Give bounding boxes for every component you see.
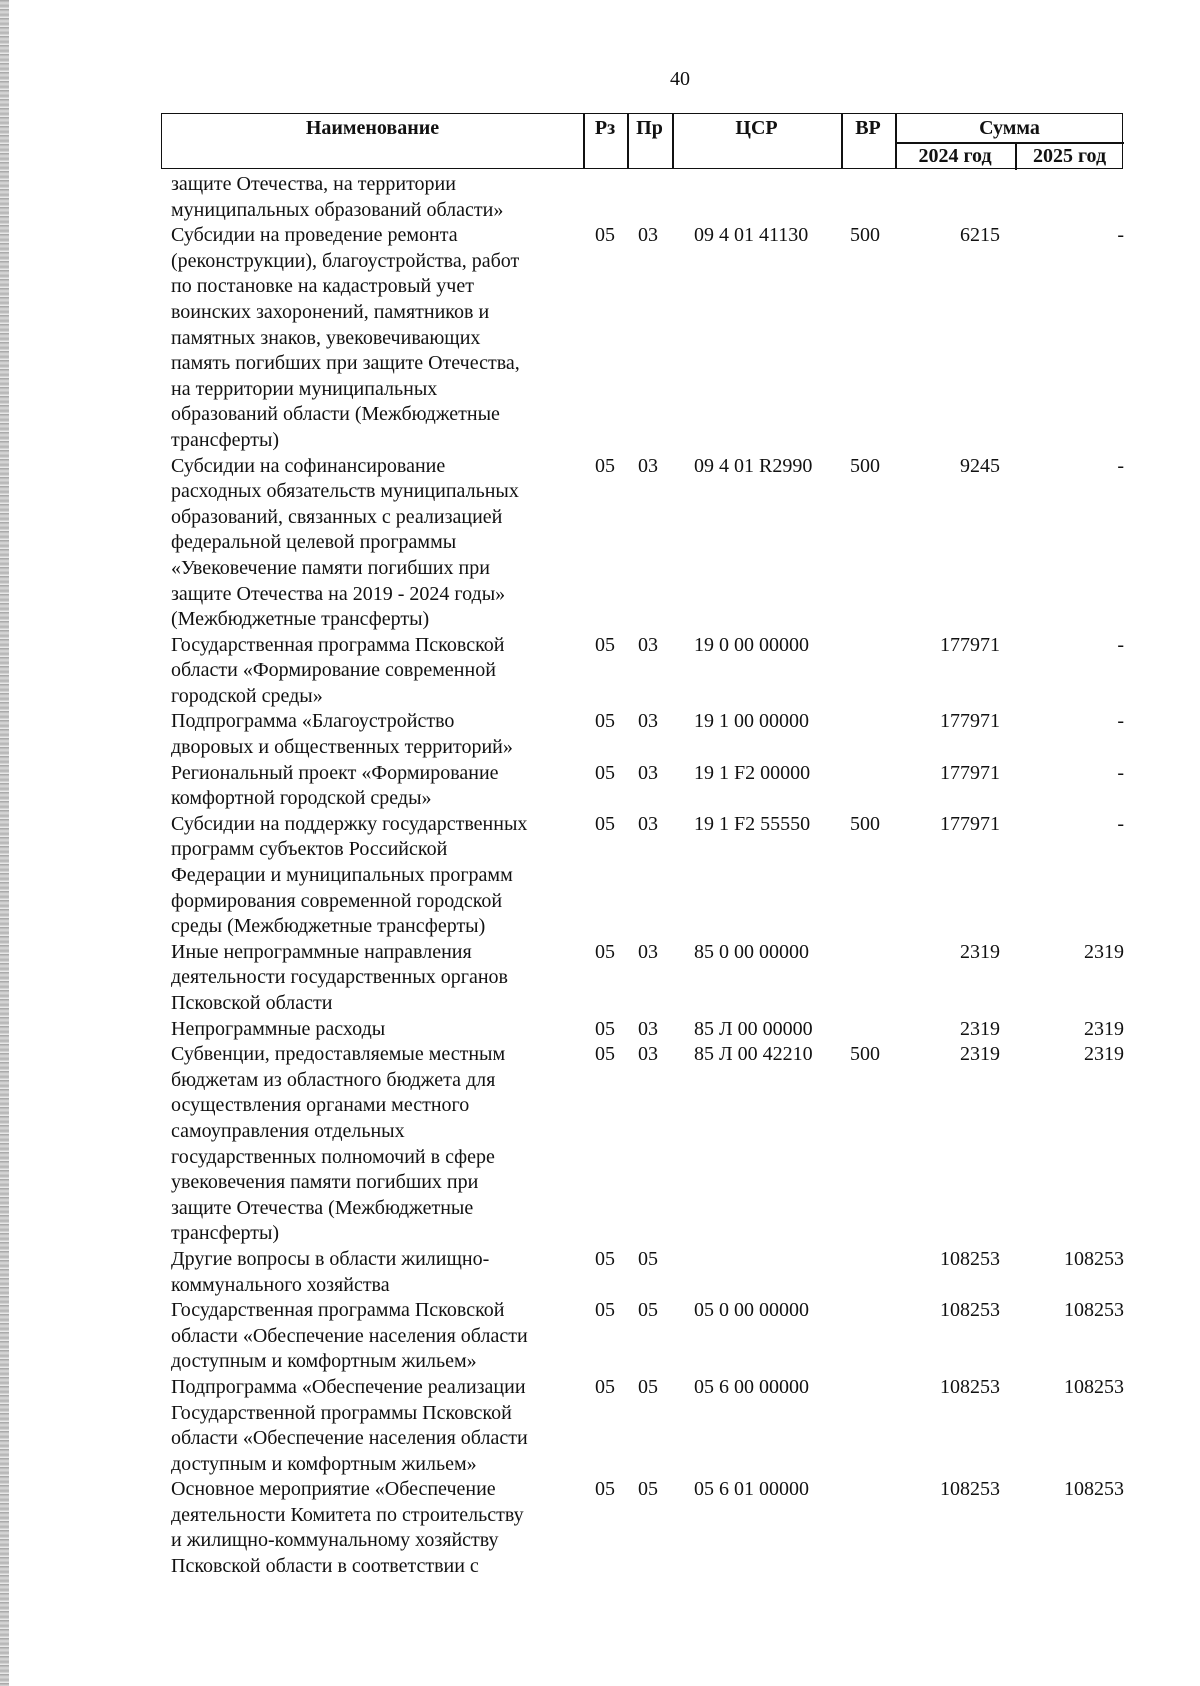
row-sum-2025: 2319 [1084, 940, 1124, 963]
row-rz: 05 [595, 1478, 615, 1501]
table-row [0, 1247, 1200, 1298]
row-csr: 85 Л 00 00000 [694, 1017, 813, 1040]
row-csr: 19 1 F2 55550 [694, 812, 811, 835]
row-csr: 85 Л 00 42210 [694, 1043, 813, 1066]
row-sum-2025: 108253 [1064, 1478, 1124, 1501]
row-pr: 03 [638, 633, 658, 656]
header-sum: Сумма [979, 117, 1040, 139]
row-sum-2024: 108253 [940, 1478, 1000, 1501]
row-rz: 05 [595, 633, 615, 656]
row-sum-2025: - [1117, 761, 1124, 784]
row-pr: 03 [638, 1043, 658, 1066]
row-csr: 05 6 01 00000 [694, 1478, 809, 1501]
row-sum-2024: 177971 [940, 812, 1000, 835]
row-sum-2024: 2319 [960, 940, 1000, 963]
row-sum-2025: - [1117, 633, 1124, 656]
row-vr: 500 [850, 454, 880, 477]
row-rz: 05 [595, 1375, 615, 1398]
row-sum-2025: - [1117, 710, 1124, 733]
row-csr: 85 0 00 00000 [694, 940, 809, 963]
row-sum-2024: 177971 [940, 710, 1000, 733]
row-rz: 05 [595, 1043, 615, 1066]
table-row [0, 454, 1200, 633]
table-row [0, 709, 1200, 760]
row-name: Субсидии на поддержку государственных программ субъектов Российской Федерации и муниципальных программ формирования современной городской среды (Межбюджетные трансферты) [171, 812, 528, 938]
row-csr: 19 1 00 00000 [694, 710, 809, 733]
row-sum-2024: 6215 [960, 224, 1000, 247]
row-rz: 05 [595, 1017, 615, 1040]
row-rz: 05 [595, 812, 615, 835]
row-vr: 500 [850, 812, 880, 835]
row-name: Подпрограмма «Благоустройство дворовых и общественных территорий» [171, 710, 513, 759]
row-name: Подпрограмма «Обеспечение реализации Государственной программы Псковской области «Обеспечение населения области доступным и комфортным жильем» [171, 1375, 528, 1475]
row-csr: 05 6 00 00000 [694, 1375, 809, 1398]
row-csr: 09 4 01 41130 [694, 224, 809, 247]
table-body [0, 172, 1200, 1580]
row-pr: 03 [638, 1017, 658, 1040]
row-sum-2025: 2319 [1084, 1017, 1124, 1040]
row-sum-2024: 108253 [940, 1247, 1000, 1270]
row-sum-2024: 2319 [960, 1043, 1000, 1066]
row-sum-2025: - [1117, 224, 1124, 247]
table-row [0, 940, 1200, 1017]
row-rz: 05 [595, 761, 615, 784]
row-vr: 500 [850, 1043, 880, 1066]
table-row [0, 1477, 1200, 1579]
header-csr: ЦСР [735, 117, 778, 139]
page-number: 40 [670, 68, 690, 90]
row-csr: 19 0 00 00000 [694, 633, 809, 656]
row-sum-2025: - [1117, 812, 1124, 835]
row-pr: 03 [638, 761, 658, 784]
row-csr: 05 0 00 00000 [694, 1299, 809, 1322]
table-row [0, 223, 1200, 453]
row-pr: 03 [638, 812, 658, 835]
row-pr: 05 [638, 1299, 658, 1322]
row-sum-2024: 108253 [940, 1375, 1000, 1398]
table-row [0, 761, 1200, 812]
row-csr: 09 4 01 R2990 [694, 454, 813, 477]
table-row [0, 1298, 1200, 1375]
row-sum-2025: 108253 [1064, 1247, 1124, 1270]
table-row [0, 172, 1200, 223]
row-sum-2024: 2319 [960, 1017, 1000, 1040]
header-sum-divider [895, 142, 1124, 144]
row-name: Субвенции, предоставляемые местным бюджетам из областного бюджета для осуществления органами местного самоуправления отдельных государственных полномочий в сфере увековечения памяти погибших при защите Отечества (Межбюджетные трансферты) [171, 1043, 506, 1245]
table-header [161, 113, 1123, 169]
row-vr: 500 [850, 224, 880, 247]
row-name: Другие вопросы в области жилищно- коммунального хозяйства [171, 1247, 490, 1296]
row-pr: 03 [638, 224, 658, 247]
row-name: Государственная программа Псковской области «Формирование современной городской среды» [171, 633, 505, 707]
row-sum-2025: - [1117, 454, 1124, 477]
row-name: Региональный проект «Формирование комфортной городской среды» [171, 761, 499, 810]
row-pr: 03 [638, 710, 658, 733]
row-name: Непрограммные расходы [171, 1017, 386, 1040]
header-name: Наименование [305, 117, 440, 139]
row-sum-2024: 108253 [940, 1299, 1000, 1322]
row-rz: 05 [595, 1247, 615, 1270]
row-sum-2024: 9245 [960, 454, 1000, 477]
row-name: Субсидии на проведение ремонта (реконструкции), благоустройства, работ по постановке на кадастровый учет воинских захоронений, памятников и памятных знаков, увековечивающих память погибших при защите Отечества, на территории муниципальных образований области (Межбюджетные трансферты) [171, 224, 520, 451]
row-csr: 19 1 F2 00000 [694, 761, 811, 784]
row-pr: 03 [638, 940, 658, 963]
row-name: Субсидии на софинансирование расходных обязательств муниципальных образований, связанных с реализацией федеральной целевой программы «Увековечение памяти погибших при защите Отечества на 2019 - 2024 годы» (Межбюджетные трансферты) [171, 454, 519, 631]
row-sum-2025: 108253 [1064, 1375, 1124, 1398]
row-pr: 05 [638, 1478, 658, 1501]
row-name: Государственная программа Псковской области «Обеспечение населения области доступным и комфортным жильем» [171, 1299, 528, 1373]
header-year-2024: 2024 год [918, 145, 992, 167]
row-sum-2024: 177971 [940, 633, 1000, 656]
row-name: защите Отечества, на территории муниципальных образований области» [171, 173, 504, 221]
row-sum-2025: 108253 [1064, 1299, 1124, 1322]
table-row [0, 1042, 1200, 1247]
row-name: Иные непрограммные направления деятельности государственных органов Псковской области [171, 940, 508, 1014]
row-sum-2025: 2319 [1084, 1043, 1124, 1066]
table-row [0, 812, 1200, 940]
row-pr: 05 [638, 1247, 658, 1270]
header-vr: ВР [855, 117, 881, 139]
header-rz: Рз [594, 117, 616, 139]
row-pr: 05 [638, 1375, 658, 1398]
row-pr: 03 [638, 454, 658, 477]
row-rz: 05 [595, 940, 615, 963]
row-rz: 05 [595, 1299, 615, 1322]
row-rz: 05 [595, 454, 615, 477]
header-year-2025: 2025 год [1032, 145, 1107, 167]
row-rz: 05 [595, 710, 615, 733]
table-row [0, 1017, 1200, 1043]
row-sum-2024: 177971 [940, 761, 1000, 784]
row-name: Основное мероприятие «Обеспечение деятельности Комитета по строительству и жилищно-коммунальному хозяйству Псковской области в соответствии с [171, 1478, 524, 1578]
row-rz: 05 [595, 224, 615, 247]
header-pr: Пр [636, 117, 663, 139]
table-row [0, 1375, 1200, 1477]
table-row [0, 633, 1200, 710]
